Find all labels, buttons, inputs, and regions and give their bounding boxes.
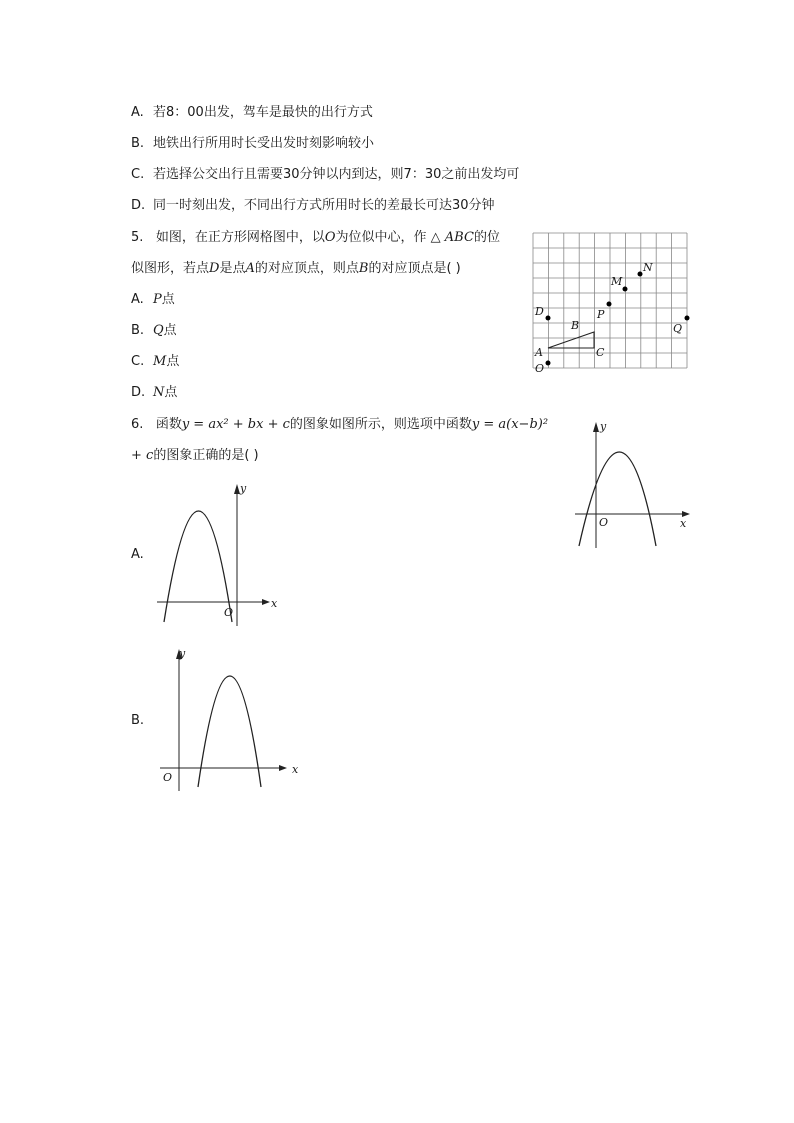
label-p: P bbox=[597, 308, 605, 321]
math-symbol: D bbox=[209, 261, 220, 276]
math-symbol: ABC bbox=[444, 230, 474, 245]
option-letter: C. bbox=[131, 354, 145, 369]
q5-option-b bbox=[131, 322, 177, 340]
q6-choice-b-graph bbox=[155, 645, 310, 795]
option-text: 同一时刻出发，不同出行方式所用时长的差最长可达30分钟 bbox=[153, 198, 495, 213]
point-d bbox=[546, 316, 551, 321]
question-number: 5. bbox=[131, 230, 144, 245]
question-number: 6. bbox=[131, 417, 144, 432]
stem-text: 函数 bbox=[155, 417, 182, 432]
axis-label-x: x bbox=[292, 763, 299, 776]
math-expression: + c bbox=[131, 448, 154, 463]
parabola-curve bbox=[164, 511, 232, 622]
q5-option-d bbox=[131, 384, 177, 402]
point-o bbox=[546, 361, 551, 366]
option-letter: D. bbox=[131, 198, 146, 213]
axis-label-x: x bbox=[271, 597, 278, 610]
point-m bbox=[623, 287, 628, 292]
label-a: A bbox=[535, 346, 543, 359]
triangle-abc bbox=[548, 332, 594, 348]
stem-text: 的位 bbox=[473, 230, 500, 245]
label-o: O bbox=[535, 362, 545, 375]
option-point: Q bbox=[153, 323, 164, 338]
option-letter: A. bbox=[131, 292, 144, 307]
y-axis-arrow bbox=[593, 422, 599, 432]
stem-text: 为位似中心，作 bbox=[335, 230, 427, 245]
origin-label: O bbox=[599, 516, 609, 529]
option-text: 点 bbox=[166, 354, 180, 369]
stem-text: 的对应顶点是( ) bbox=[368, 261, 461, 276]
option-point: P bbox=[153, 292, 162, 307]
math-symbol: A bbox=[245, 261, 255, 276]
origin-label: O bbox=[224, 606, 234, 619]
option-text: 若选择公交出行且需要30分钟以内到达，则7：30之前出发均可 bbox=[153, 167, 520, 182]
label-b: B bbox=[571, 319, 580, 332]
option-letter: B. bbox=[131, 136, 145, 151]
label-m: M bbox=[611, 275, 623, 288]
q6-stem-line2 bbox=[131, 447, 259, 465]
q6-stem-line1 bbox=[131, 416, 548, 434]
axis-label-y: y bbox=[240, 482, 247, 495]
math-symbol: O bbox=[324, 230, 336, 245]
option-letter: A. bbox=[131, 105, 144, 120]
point-q bbox=[685, 316, 690, 321]
parabola-curve bbox=[579, 452, 656, 546]
stem-text: 的图象正确的是( ) bbox=[153, 448, 259, 463]
math-expression: y = ax² + bx + c bbox=[181, 417, 290, 432]
option-text: 若8：00出发，驾车是最快的出行方式 bbox=[153, 105, 373, 120]
label-c: C bbox=[596, 346, 605, 359]
math-symbol: B bbox=[358, 261, 369, 276]
q4-option-a bbox=[131, 104, 373, 122]
x-axis-arrow bbox=[279, 765, 287, 771]
option-point: M bbox=[153, 354, 167, 369]
stem-text: 的对应顶点，则点 bbox=[254, 261, 359, 276]
option-text: 地铁出行所用时长受出发时刻影响较小 bbox=[153, 136, 375, 151]
q5-option-a bbox=[131, 291, 175, 309]
q6-choice-a-graph bbox=[152, 480, 287, 628]
x-axis-arrow bbox=[262, 599, 270, 605]
option-text: 点 bbox=[164, 385, 178, 400]
option-letter: D. bbox=[131, 385, 146, 400]
stem-text: 似图形，若点 bbox=[131, 261, 210, 276]
q4-option-b bbox=[131, 135, 374, 153]
math-expression: y = a(x−b)² bbox=[471, 417, 549, 432]
q4-option-c bbox=[131, 166, 519, 184]
stem-text: 的图象如图所示，则选项中函数 bbox=[289, 417, 472, 432]
stem-text: 是点 bbox=[219, 261, 246, 276]
axis-label-x: x bbox=[680, 517, 687, 530]
point-n bbox=[638, 272, 643, 277]
label-n: N bbox=[643, 261, 653, 274]
axis-label-y: y bbox=[179, 647, 186, 660]
q6-reference-graph bbox=[570, 418, 695, 553]
axis-label-y: y bbox=[600, 420, 607, 433]
q6-choice-b-label: B. bbox=[131, 713, 145, 728]
option-text: 点 bbox=[161, 292, 175, 307]
parabola-curve bbox=[198, 676, 261, 787]
option-letter: C. bbox=[131, 167, 145, 182]
q5-stem-line1 bbox=[131, 229, 500, 247]
q4-option-d bbox=[131, 197, 495, 215]
point-p bbox=[607, 302, 612, 307]
stem-text: 如图，在正方形网格图中，以 bbox=[155, 230, 325, 245]
q5-option-c bbox=[131, 353, 179, 371]
option-point: N bbox=[153, 385, 165, 400]
q5-grid-figure bbox=[532, 232, 692, 380]
q5-stem-line2 bbox=[131, 260, 461, 278]
origin-label: O bbox=[163, 771, 173, 784]
option-text: 点 bbox=[163, 323, 177, 338]
q6-choice-a-label: A. bbox=[131, 547, 144, 562]
triangle-symbol: △ bbox=[430, 230, 441, 245]
label-q: Q bbox=[673, 322, 683, 335]
label-d: D bbox=[535, 305, 544, 318]
option-letter: B. bbox=[131, 323, 145, 338]
